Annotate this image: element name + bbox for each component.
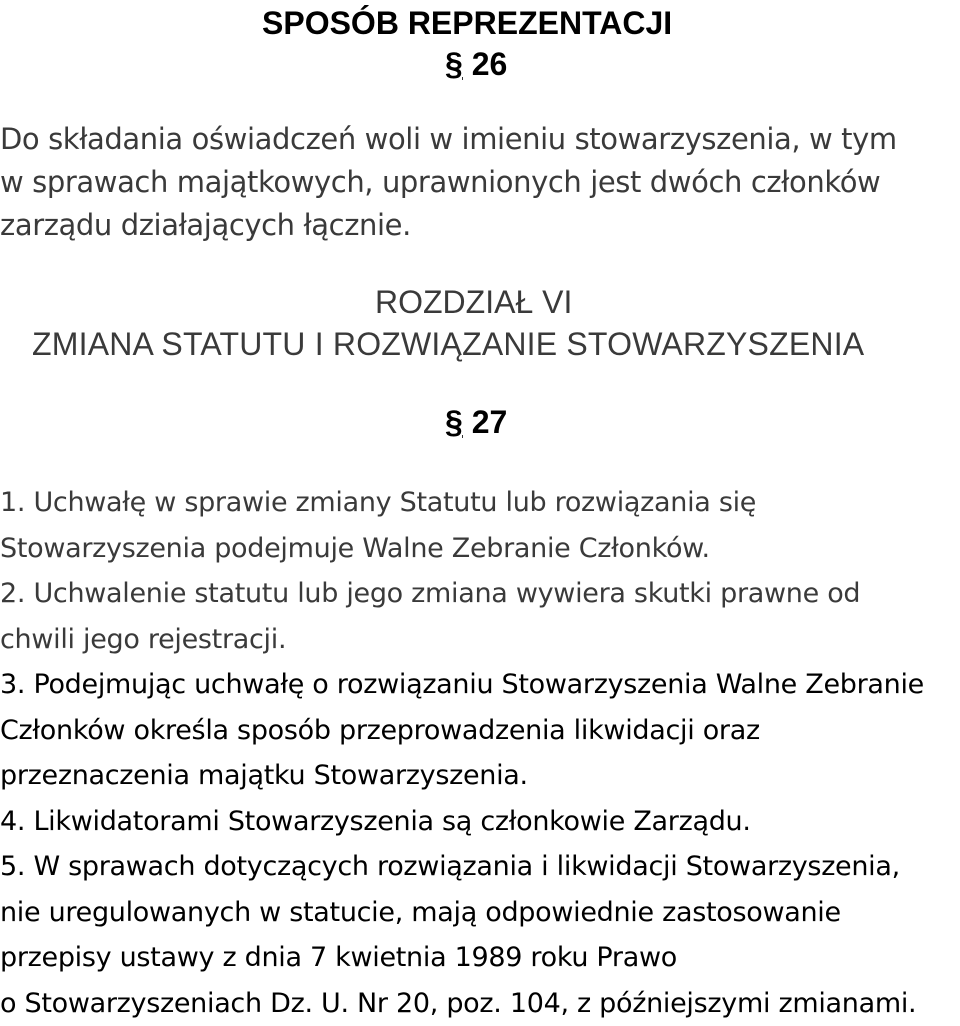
list-line: 5. W sprawach dotyczących rozwiązania i likwidacji Stowarzyszenia, bbox=[0, 844, 924, 890]
section-26-heading bbox=[445, 44, 507, 84]
list-line: Członków określa sposób przeprowadzenia likwidacji oraz bbox=[0, 708, 924, 754]
intro-line: w sprawach majątkowych, uprawnionych jest dwóch członków bbox=[0, 161, 897, 204]
intro-line: Do składania oświadczeń woli w imieniu stowarzyszenia, w tym bbox=[0, 118, 897, 161]
list-line: 1. Uchwałę w sprawie zmiany Statutu lub rozwiązania się bbox=[0, 480, 924, 526]
list-line: o Stowarzyszeniach Dz. U. Nr 20, poz. 104, z późniejszymi zmianami. bbox=[0, 981, 924, 1026]
intro-paragraph bbox=[0, 118, 897, 247]
section-symbol: § bbox=[445, 404, 463, 440]
list-line: 3. Podejmując uchwałę o rozwiązaniu Stowarzyszenia Walne Zebranie bbox=[0, 662, 924, 708]
list-line: nie uregulowanych w statucie, mają odpowiednie zastosowanie bbox=[0, 890, 924, 936]
section-27-heading bbox=[445, 402, 507, 442]
list-line: Stowarzyszenia podejmuje Walne Zebranie Członków. bbox=[0, 526, 924, 572]
chapter-subtitle: ZMIANA STATUTU I ROZWIĄZANIE STOWARZYSZENIA bbox=[32, 324, 864, 364]
list-line: 2. Uchwalenie statutu lub jego zmiana wywiera skutki prawne od bbox=[0, 571, 924, 617]
chapter-title: ROZDZIAŁ VI bbox=[375, 282, 572, 322]
section-27-list bbox=[0, 480, 924, 1026]
list-line: przeznaczenia majątku Stowarzyszenia. bbox=[0, 753, 924, 799]
section-number: 27 bbox=[472, 404, 508, 440]
heading-title: SPOSÓB REPREZENTACJI bbox=[262, 3, 672, 43]
list-line: przepisy ustawy z dnia 7 kwietnia 1989 roku Prawo bbox=[0, 935, 924, 981]
list-line: 4. Likwidatorami Stowarzyszenia są członkowie Zarządu. bbox=[0, 799, 924, 845]
section-symbol: § bbox=[445, 46, 463, 82]
list-line: chwili jego rejestracji. bbox=[0, 617, 924, 663]
section-number: 26 bbox=[472, 46, 508, 82]
intro-line: zarządu działających łącznie. bbox=[0, 204, 897, 247]
